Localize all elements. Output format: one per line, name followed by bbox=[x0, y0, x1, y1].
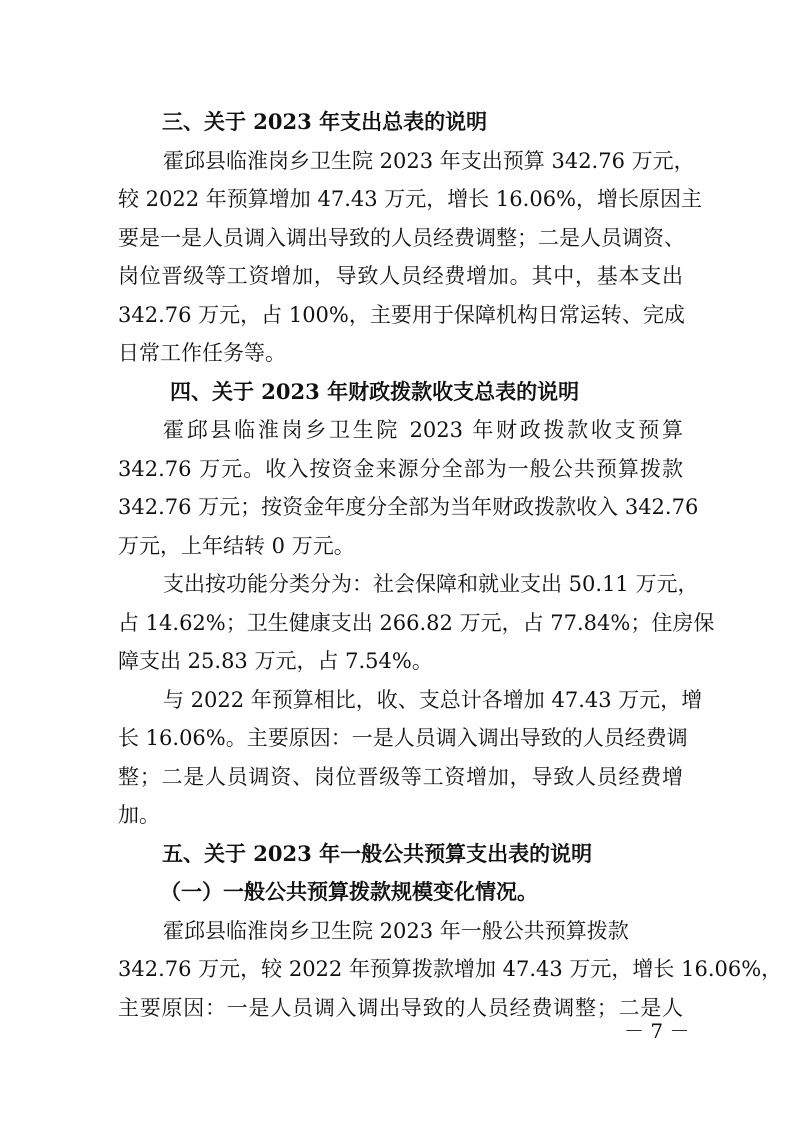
paragraph-line: 342.76 万元，较 2022 年预算拨款增加 47.43 万元，增长 16.06%， bbox=[118, 957, 783, 981]
section-heading-4: 四、关于 2023 年财政拨款收支总表的说明 bbox=[170, 379, 580, 404]
paragraph-line: 整；二是人员调资、岗位晋级等工资增加，导致人员经费增 bbox=[118, 765, 683, 789]
page-number: － 7 － bbox=[624, 1019, 690, 1043]
paragraph-line: 长 16.06%。主要原因：一是人员调入调出导致的人员经费调 bbox=[118, 726, 688, 750]
paragraph-line: 主要原因：一是人员调入调出导致的人员经费调整；二是人 bbox=[118, 996, 683, 1020]
paragraph-line: 要是一是人员调入调出导致的人员经费调整；二是人员调资、 bbox=[118, 226, 685, 250]
paragraph-line: 342.76 万元；按资金年度分全部为当年财政拨款收入 342.76 bbox=[118, 495, 699, 519]
paragraph-line: 障支出 25.83 万元，占 7.54%。 bbox=[118, 649, 433, 673]
paragraph-line: 支出按功能分类分为：社会保障和就业支出 50.11 万元， bbox=[163, 572, 699, 596]
paragraph-line: 342.76 万元，占 100%，主要用于保障机构日常运转、完成 bbox=[118, 303, 685, 327]
section-heading-5: 五、关于 2023 年一般公共预算支出表的说明 bbox=[162, 841, 593, 866]
paragraph-line: 霍邱县临淮岗乡卫生院 2023 年支出预算 342.76 万元， bbox=[163, 149, 695, 173]
paragraph-line: 较 2022 年预算增加 47.43 万元，增长 16.06%，增长原因主 bbox=[118, 187, 703, 211]
paragraph-line: 万元，上年结转 0 万元。 bbox=[118, 534, 355, 558]
paragraph-line: 岗位晋级等工资增加，导致人员经费增加。其中，基本支出 bbox=[118, 264, 683, 288]
section-heading-3: 三、关于 2023 年支出总表的说明 bbox=[162, 109, 488, 134]
subsection-heading-5-1: （一）一般公共预算拨款规模变化情况。 bbox=[160, 879, 538, 904]
paragraph-line: 霍邱县临淮岗乡卫生院 2023 年一般公共预算拨款 bbox=[163, 919, 629, 943]
paragraph-line: 加。 bbox=[118, 803, 160, 827]
paragraph-line: 与 2022 年预算相比，收、支总计各增加 47.43 万元，增 bbox=[163, 688, 703, 712]
paragraph-line: 日常工作任务等。 bbox=[118, 341, 286, 365]
paragraph-line: 342.76 万元。收入按资金来源分全部为一般公共预算拨款 bbox=[118, 457, 683, 481]
paragraph-line: 霍邱县临淮岗乡卫生院 2023 年财政拨款收支预算 bbox=[163, 418, 683, 442]
paragraph-line: 占 14.62%；卫生健康支出 266.82 万元，占 77.84%；住房保 bbox=[118, 611, 715, 635]
